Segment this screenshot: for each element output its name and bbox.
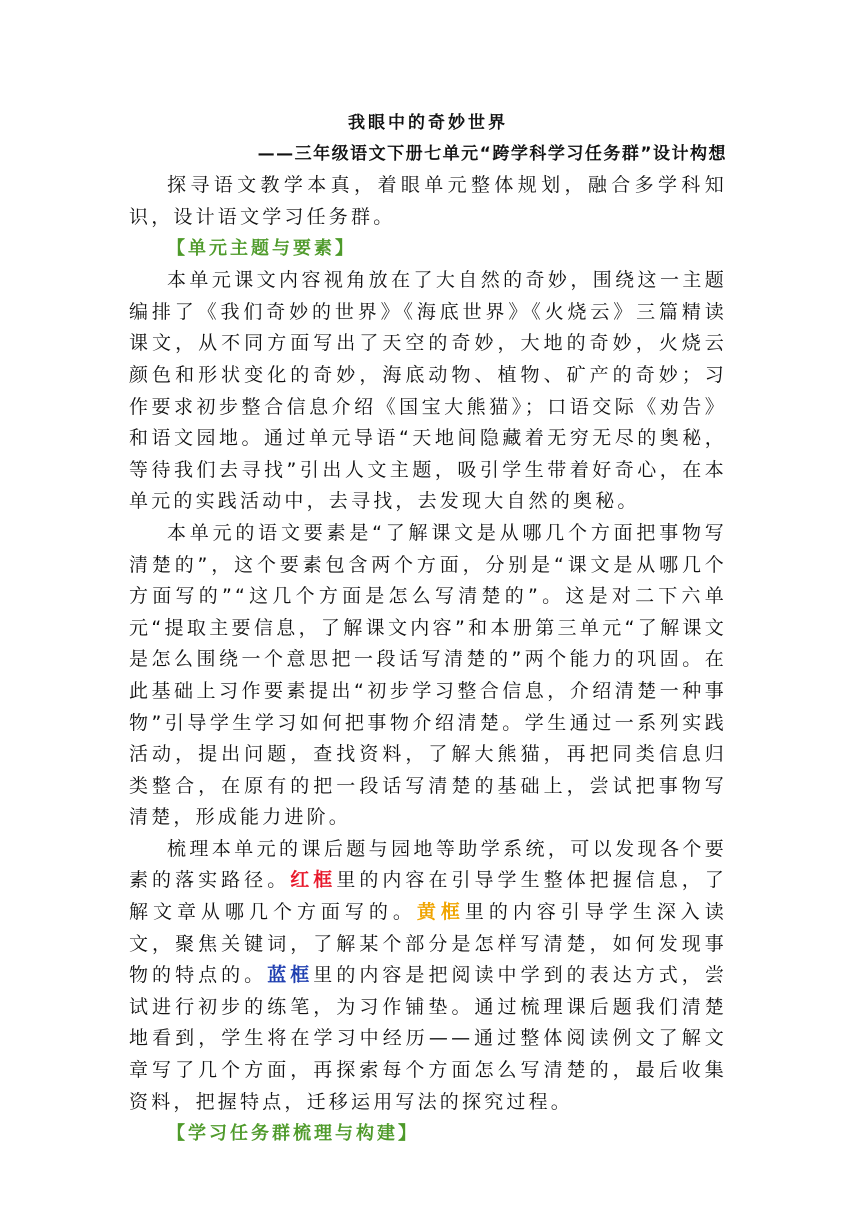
intro-paragraph: 探寻语文教学本真，着眼单元整体规划，融合多学科知识，设计语文学习任务群。 — [129, 174, 727, 228]
section-heading-theme: 【单元主题与要素】 — [167, 238, 356, 260]
paragraph-path-text-2: 里的内容在引导学生整体把握信息，了解文章从哪几个方面写的。 — [129, 869, 728, 924]
paragraph-path-text-1: 梳理本单元的课后题与园地等助学系统，可以发现各个要素的落实路径。 — [129, 837, 727, 892]
document-title: 我眼中的奇妙世界 — [348, 113, 508, 133]
yellow-box-label: 黄框 — [416, 901, 465, 924]
paragraph-path-text-3: 里的内容引导学生深入读文，聚焦关键词，了解某个部分是怎样写清楚，如何发现事物的特点的。 — [129, 901, 728, 987]
red-box-label: 红框 — [290, 869, 337, 892]
paragraph-path — [129, 834, 727, 1118]
blue-box-label: 蓝框 — [267, 964, 314, 987]
section-heading-task-group: 【学习任务群梳理与构建】 — [167, 1123, 419, 1145]
document-subtitle: ——三年级语文下册七单元“跨学科学习任务群”设计构想 — [257, 144, 727, 164]
paragraph-elements: 本单元的语文要素是“了解课文是从哪几个方面把事物写清楚的”，这个要素包含两个方面，分别是“课文是从哪几个方面写的”“这几个方面是怎么写清楚的”。这是对二下六单元“提取主要信息，了解课文内容”和本册第三单元“了解课文是怎么围绕一个意思把一段话写清楚的”两个能力的巩固。在此基础上习作要素提出“初步学习整合信息，介绍清楚一种事物”引导学生学习如何把事物介绍清楚。学生通过一系列实践活动，提出问题，查找资料，了解大熊猫，再把同类信息归类整合，在原有的把一段话写清楚的基础上，尝试把事物写清楚，形成能力进阶。 — [129, 521, 727, 829]
document-page — [129, 108, 727, 1150]
paragraph-path-text-4: 里的内容是把阅读中学到的表达方式，尝试进行初步的练笔，为习作铺垫。通过梳理课后题我们清楚地看到，学生将在学习中经历——通过整体阅读例文了解文章写了几个方面，再探索每个方面怎么写清楚的，最后收集资料，把握特点，迁移运用写法的探究过程。 — [129, 964, 728, 1113]
paragraph-theme: 本单元课文内容视角放在了大自然的奇妙，围绕这一主题编排了《我们奇妙的世界》《海底世界》《火烧云》三篇精读课文，从不同方面写出了天空的奇妙，大地的奇妙，火烧云颜色和形状变化的奇妙，海底动物、植物、矿产的奇妙；习作要求初步整合信息介绍《国宝大熊猫》；口语交际《劝告》和语文园地。通过单元导语“天地间隐藏着无穷无尽的奥秘，等待我们去寻找”引出人文主题，吸引学生带着好奇心，在本单元的实践活动中，去寻找，去发现大自然的奥秘。 — [129, 269, 727, 513]
